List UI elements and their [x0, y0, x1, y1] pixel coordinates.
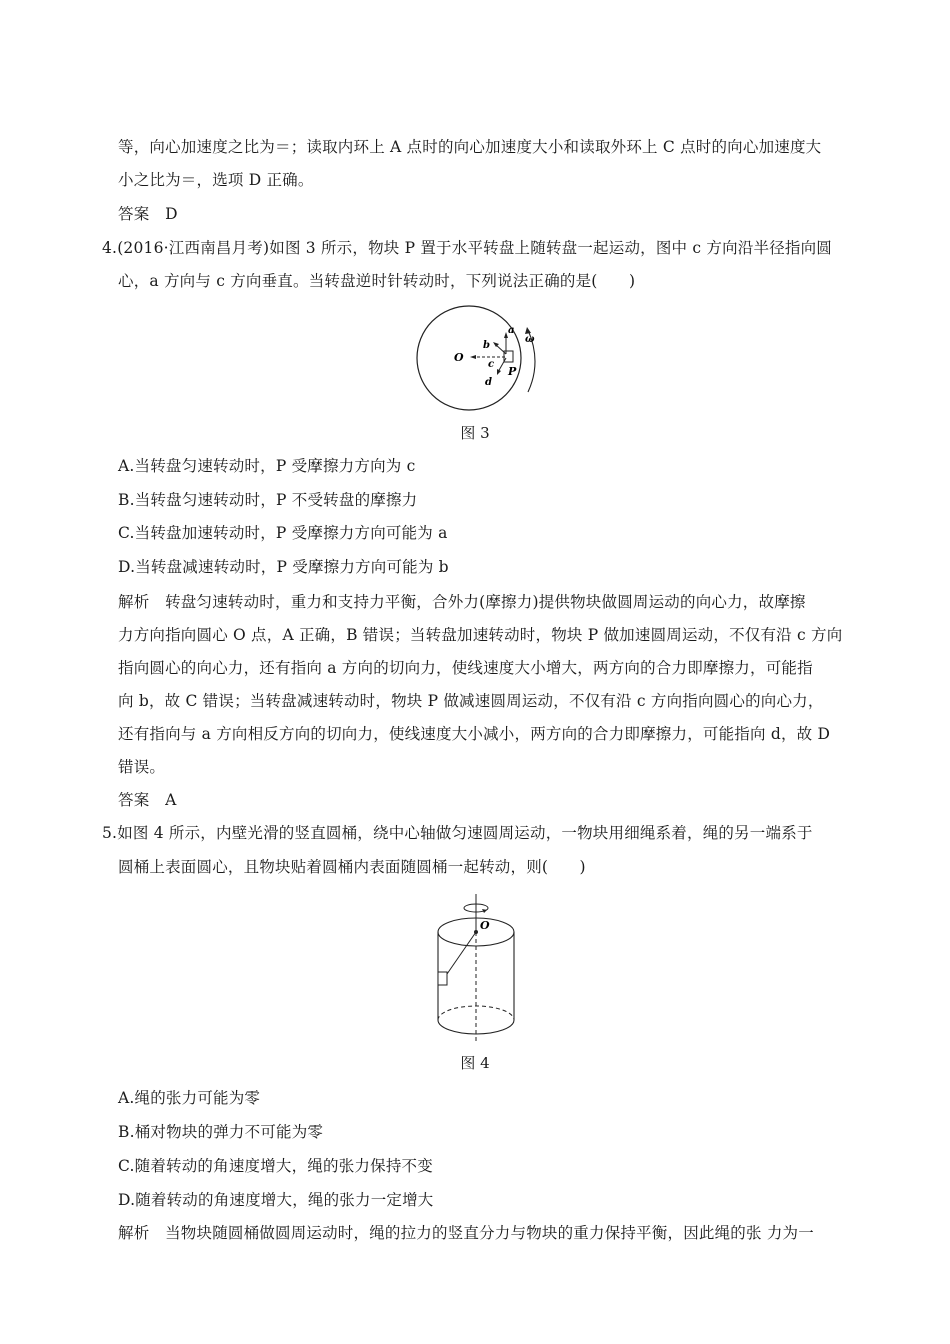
q5-stem-line-2: 圆桶上表面圆心，且物块贴着圆桶内表面随圆桶一起转动，则( ) [118, 858, 586, 876]
q5-option-a: A.绳的张力可能为零 [118, 1089, 261, 1107]
intro-answer: 答案 D [118, 205, 178, 223]
q4-stem-line-2: 心，a 方向与 c 方向垂直。当转盘逆时针转动时，下列说法正确的是( ) [118, 272, 636, 290]
figure-4-cylinder-diagram [428, 892, 528, 1044]
q5-option-b: B.桶对物块的弹力不可能为零 [118, 1123, 324, 1141]
label-b: b [483, 340, 490, 351]
q4-option-a: A.当转盘匀速转动时，P 受摩擦力方向为 c [118, 457, 416, 475]
q4-explanation-line-2: 力方向指向圆心 O 点，A 正确，B 错误；当转盘加速转动时，物块 P 做加速圆周运动，不仅有沿 c 方向 [118, 626, 843, 644]
q4-option-c: C.当转盘加速转动时，P 受摩擦力方向可能为 a [118, 524, 448, 542]
q5-explanation-line-1: 解析 当物块随圆桶做圆周运动时，绳的拉力的竖直分力与物块的重力保持平衡，因此绳的张 力为一 [118, 1224, 814, 1242]
q4-explanation-line-4: 向 b，故 C 错误；当转盘减速转动时，物块 P 做减速圆周运动，不仅有沿 c 方向指向圆心的向心力， [118, 692, 824, 710]
q4-explanation-line-3: 指向圆心的向心力，还有指向 a 方向的切向力，使线速度大小增大，两方向的合力即摩擦力，可能指 [118, 659, 813, 677]
label-omega: ω [525, 334, 535, 345]
q4-option-b: B.当转盘匀速转动时，P 不受转盘的摩擦力 [118, 491, 418, 509]
figure-3-caption: 图 3 [460, 424, 490, 442]
label-p: P [508, 365, 517, 378]
q4-explanation-line-5: 还有指向与 a 方向相反方向的切向力，使线速度大小减小，两方向的合力即摩擦力，可能指向 d，故 D [118, 725, 831, 743]
label-d: d [485, 377, 492, 388]
figure-3-turntable-diagram [410, 300, 550, 415]
q4-explanation-line-1: 解析 转盘匀速转动时，重力和支持力平衡，合外力(摩擦力)提供物块做圆周运动的向心力，故摩擦 [118, 593, 806, 611]
q4-stem-line-1: 4.(2016·江西南昌月考)如图 3 所示，物块 P 置于水平转盘上随转盘一起运动，图中 c 方向沿半径指向圆 [102, 239, 832, 257]
label-c: c [488, 359, 495, 370]
label-a: a [508, 325, 515, 336]
label-o: O [480, 919, 490, 932]
q4-answer: 答案 A [118, 791, 177, 809]
intro-line-1: 等，向心加速度之比为＝；读取内环上 A 点时的向心加速度大小和读取外环上 C 点时的向心加速度大 [118, 138, 822, 156]
q4-option-d: D.当转盘减速转动时，P 受摩擦力方向可能为 b [118, 558, 449, 576]
figure-4-caption: 图 4 [460, 1054, 490, 1072]
q5-option-c: C.随着转动的角速度增大，绳的张力保持不变 [118, 1157, 433, 1175]
label-o: O [454, 351, 464, 364]
q4-explanation-line-6: 错误。 [118, 758, 166, 776]
q5-option-d: D.随着转动的角速度增大，绳的张力一定增大 [118, 1191, 434, 1209]
intro-line-2: 小之比为＝，选项 D 正确。 [118, 171, 314, 189]
q5-stem-line-1: 5.如图 4 所示，内壁光滑的竖直圆桶，绕中心轴做匀速圆周运动，一物块用细绳系着，绳的另一端系于 [102, 824, 813, 842]
